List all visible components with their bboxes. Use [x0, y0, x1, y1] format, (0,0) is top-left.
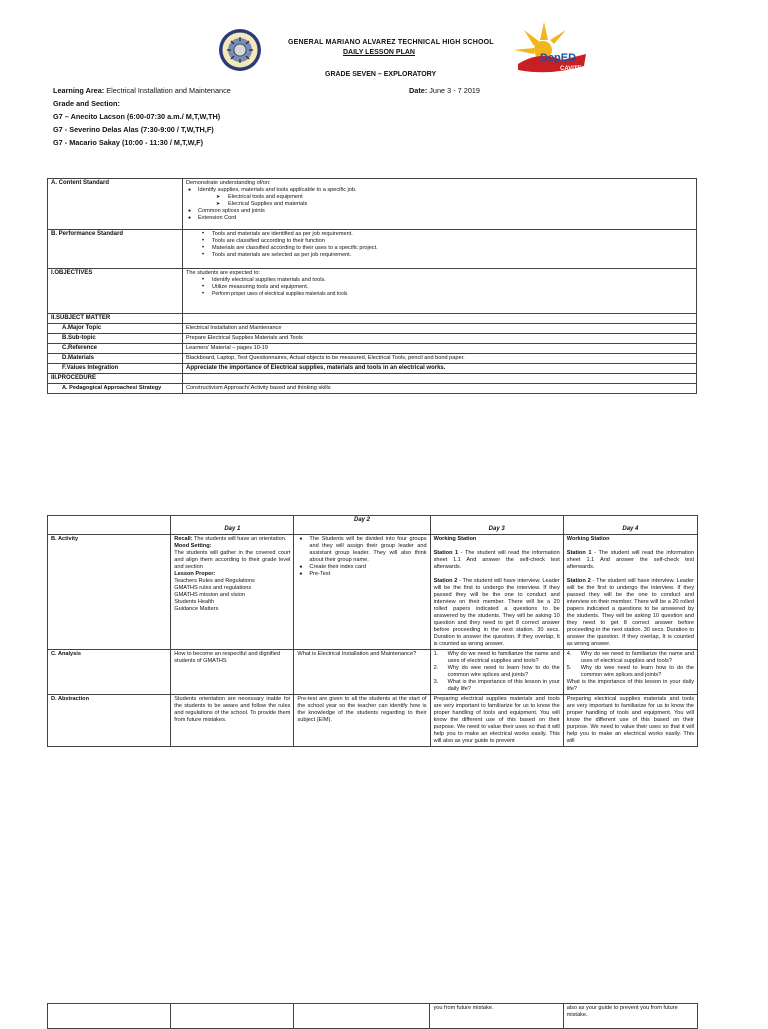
list-item: ● The Students will be divided into four groups and they will assign their group leader and assistant group leader. They will also think about their group name.	[297, 536, 426, 564]
list-item: • Materials are classified according to their uses to a specific project.	[186, 245, 693, 252]
empty-cell	[48, 1004, 171, 1029]
day4-analysis: 4. Why do we need to familiarize the name and uses of electrical supplies and tools? 5. Why do wee need to learn how to do the common wire splices and joints? What is the importance of this lesson in your daily life?	[563, 650, 697, 695]
day-header: Day 3	[430, 516, 563, 535]
day4-activity: Working Station Station 1 - The student will read the information sheet 1.1 And answer the self-check test afterwards. Station 2 - The student will have interview. Leader will be the first to undergo the interview. If they passed they will be the one to conduct and interview on their member. There will be a 20 rolled papers indicated a questions to be answered by the students. They will be asking 10 question and they need to get 8 correct answer before proceeding in the next station. 30 secs. Duration to answer the question. If they overlap, It is counted as wrong answer.	[563, 535, 697, 650]
reference: Learners' Material – pages 10-19	[183, 344, 697, 354]
row-label: C. Analysis	[48, 650, 171, 695]
table-row	[48, 179, 697, 230]
row-label: D.Materials	[48, 354, 183, 364]
list-item: 1. Why do we need to familiarize the name and uses of electrical supplies and tools?	[433, 651, 560, 664]
list-item: ● Pre-Test	[297, 571, 426, 578]
day1-activity: Recall: The students will have an orientation. Mood Setting: The students will gather in the covered court and align them according to their grade level and section Lesson Proper: Teachers Rules and Regulations GMATHS rules and regulations GMATHS mission and vision Students Health Guidance Matters	[171, 535, 294, 650]
content-intro: Demonstrate understanding of/on:	[186, 180, 271, 186]
list-item: ➤ Electrical tools and equipment	[186, 194, 693, 201]
table-row	[48, 1004, 698, 1029]
table-row	[48, 314, 697, 324]
row-label: III.PROCEDURE	[48, 374, 183, 384]
list-item: 3. What is the importance of this lesson in your daily life?	[433, 679, 560, 692]
date: Date: June 3 - 7 2019	[409, 86, 480, 95]
svg-text:DepED: DepED	[540, 52, 577, 64]
svg-text:CAVITE: CAVITE	[560, 66, 582, 72]
section-line: G7 - Macario Sakay (10:00 - 11:30 / M,T,W,F)	[53, 138, 204, 147]
empty-cell	[171, 1004, 294, 1029]
empty-cell	[48, 516, 171, 535]
list-item: ➤ Elecrical Supplies and materials	[186, 201, 693, 208]
day1-analysis: How to become an respectful and dignified students of GMATHS	[171, 650, 294, 695]
daily-activities-table	[47, 515, 698, 747]
row-label: F.Values Integration	[48, 364, 183, 374]
learning-area: Learning Area: Electrical Installation and Maintenance	[53, 86, 231, 95]
day4-continuation: also as your guide to prevent you from future mistake.	[563, 1004, 697, 1029]
empty-cell	[183, 314, 697, 324]
pedagogical-approach: Constructivism Approach/ Activity based and thinking skills	[183, 384, 697, 394]
day3-activity: Working Station Station 1 - The student will read the information sheet 1.1 And answer the self-check test afterwards. Station 2 - The student will have interview. Leader will be the first to undergo the interview. If they passed they will be the one to conduct and interview on their member. There will be a 20 rolled papers indicated a questions to be answered by the students. They will be asking 10 question and they need to get 8 correct answer before proceeding in the next station. 30 secs. Duration to answer the question. If they overlap, It is counted as wrong answer.	[430, 535, 563, 650]
objectives-intro: The students are expected to:	[186, 270, 261, 276]
day3-analysis	[430, 650, 563, 695]
day2-activity	[294, 535, 430, 650]
content-standard-cell	[183, 179, 697, 230]
row-label: I.OBJECTIVES	[48, 269, 183, 314]
list-item: 4. Why do we need to familiarize the name and uses of electrical supplies and tools?	[566, 651, 694, 664]
subtopic: Prepare Electrical Supplies Materials and Tools	[183, 334, 697, 344]
school-seal-logo	[218, 28, 262, 72]
day2-analysis: What is Electrical Installation and Maintenance?	[294, 650, 430, 695]
list-item: • Identify electrical supplies materials and tools.	[186, 277, 693, 284]
day1-abstraction: Students orientation are necessary inable for the students to be aware and follow the rules and regulations of the school. To provide them from future mistakes.	[171, 695, 294, 747]
day3-abstraction: Preparing electrical supplies materials and tools are very important to familiarize for us to know the proper handling of tools and equipment. You will know the different use of this based on their purpose. We need to value their uses so that it will help you to make an electrical works easily. This will also as your guide to prevent	[430, 695, 563, 747]
row-label: C.Reference	[48, 344, 183, 354]
table-row	[48, 374, 697, 384]
materials: Blackboard, Laptop, Test Questionnaires, Actual objects to be measured, Electrical Tools, pencil and bond paper.	[183, 354, 697, 364]
school-name: GENERAL MARIANO ALVAREZ TECHNICAL HIGH SCHOOL	[288, 39, 494, 46]
row-label: A. Pedagogical Approaches/ Strategy	[48, 384, 183, 394]
standards-table	[47, 178, 697, 394]
plan-title: DAILY LESSON PLAN	[343, 49, 415, 56]
deped-cavite-logo	[510, 20, 590, 78]
table-row	[48, 344, 697, 354]
row-label: II.SUBJECT MATTER	[48, 314, 183, 324]
row-label: A. Content Standard	[48, 179, 183, 230]
empty-cell	[294, 1004, 430, 1029]
list-item: ● Extension Cord	[186, 215, 693, 222]
list-item: ● Create their index card	[297, 564, 426, 571]
table-row	[48, 650, 698, 695]
list-item: • Perform proper uses of electrical supplies materials and tools	[186, 291, 693, 298]
day2-abstraction: Pre-test are given to all the students at the start of the school year so the teacher can identify how is the knowledge of the students regarding to their subject (EIM).	[294, 695, 430, 747]
continuation-table	[47, 1003, 698, 1029]
table-row	[48, 364, 697, 374]
day4-abstraction: Preparing electrical supplies materials and tools are very important to familiarize for us to know the proper handling of tools and equipment. You will know the different use of this based on their purpose. We need to value their uses so that it will help you to make an electrical works easily. This will	[563, 695, 697, 747]
grade-title: GRADE SEVEN – EXPLORATORY	[325, 71, 437, 78]
row-label: B.Sub-topic	[48, 334, 183, 344]
list-item: • Tools and materials are identified as per job requirement.	[186, 231, 693, 238]
row-label: B. Performance Standard	[48, 230, 183, 269]
table-row	[48, 324, 697, 334]
performance-standard-cell	[183, 230, 697, 269]
table-row	[48, 695, 698, 747]
values-integration: Appreciate the importance of Electrical supplies, materials and tools in an electrical works.	[183, 364, 697, 374]
list-item: • Tools are classified according to their function	[186, 238, 693, 245]
list-item: 5. Why do wee need to learn how to do the common wire splices and joints?	[566, 665, 694, 678]
section-line: G7 - Severino Delas Alas (7:30-9:00 / T,W,TH,F)	[53, 125, 214, 134]
table-row	[48, 230, 697, 269]
major-topic: Electrical Installation and Maintenance	[183, 324, 697, 334]
list-item: • Utilize measuring tools and equipment.	[186, 284, 693, 291]
grade-section-label: Grade and Section:	[53, 99, 120, 108]
table-row	[48, 334, 697, 344]
table-row	[48, 269, 697, 314]
day3-continuation: you from future mistake.	[430, 1004, 563, 1029]
day-header: Day 4	[563, 516, 697, 535]
list-item: ● Identify supplies, materials and tools applicable to a specific job.	[186, 187, 693, 194]
objectives-cell	[183, 269, 697, 314]
row-label: D. Abstraction	[48, 695, 171, 747]
list-item: ● Common splices and joints	[186, 208, 693, 215]
day-header: Day 1	[171, 516, 294, 535]
table-row	[48, 384, 697, 394]
empty-cell	[183, 374, 697, 384]
section-line: G7 – Anecito Lacson (6:00-07:30 a.m./ M,T,W,TH)	[53, 112, 221, 121]
row-label: B. Activity	[48, 535, 171, 650]
table-row	[48, 516, 698, 535]
list-item: • Tools and materials are selected as per job requirement.	[186, 252, 693, 259]
row-label: A.Major Topic	[48, 324, 183, 334]
list-item: 2. Why do wee need to learn how to do the common wire splices and joints?	[433, 665, 560, 678]
table-row	[48, 354, 697, 364]
table-row	[48, 535, 698, 650]
day-header: Day 2	[294, 516, 430, 535]
